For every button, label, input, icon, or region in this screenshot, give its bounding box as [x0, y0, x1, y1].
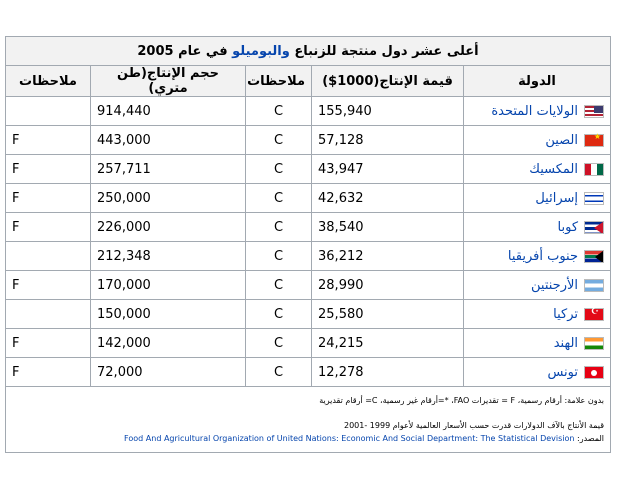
table-row [6, 184, 611, 213]
note2-cell [6, 300, 91, 329]
table-row [6, 329, 611, 358]
country-name[interactable]: المكسيك [529, 161, 579, 177]
table-row [6, 358, 611, 387]
table-wrapper [5, 36, 610, 453]
volume-cell: 443,000 [91, 126, 246, 155]
footer-source-label: المصدر: [577, 434, 605, 443]
cuba-flag-icon [584, 221, 604, 234]
volume-cell: 212,348 [91, 242, 246, 271]
footer-row [6, 387, 611, 453]
mexico-flag-icon [584, 163, 604, 176]
country-name[interactable]: تونس [547, 364, 579, 380]
volume-cell: 226,000 [91, 213, 246, 242]
value-cell: 28,990 [312, 271, 464, 300]
note2-cell: F [6, 271, 91, 300]
volume-cell: 142,000 [91, 329, 246, 358]
south-africa-flag-icon [584, 250, 604, 263]
note1-cell: C [246, 97, 312, 126]
volume-cell: 257,711 [91, 155, 246, 184]
country-name[interactable]: الصين [545, 132, 579, 148]
country-name[interactable]: إسرائيل [535, 190, 579, 206]
note1-cell: C [246, 300, 312, 329]
country-cell[interactable] [464, 126, 611, 155]
note2-cell [6, 97, 91, 126]
volume-cell: 914,440 [91, 97, 246, 126]
value-cell: 36,212 [312, 242, 464, 271]
country-cell[interactable] [464, 184, 611, 213]
note2-cell: F [6, 184, 91, 213]
country-cell[interactable] [464, 242, 611, 271]
header-country: الدولة [464, 66, 611, 97]
table-row [6, 126, 611, 155]
note1-cell: C [246, 126, 312, 155]
header-volume: حجم الإنتاج(طن متري) [91, 66, 246, 97]
footer-source [12, 433, 604, 444]
value-cell: 38,540 [312, 213, 464, 242]
country-cell[interactable] [464, 358, 611, 387]
country-name[interactable]: تركيا [553, 306, 579, 322]
header-notes-2: ملاحظات [6, 66, 91, 97]
volume-cell: 150,000 [91, 300, 246, 329]
argentina-flag-icon [584, 279, 604, 292]
note1-cell: C [246, 242, 312, 271]
country-cell[interactable] [464, 271, 611, 300]
israel-flag-icon [584, 192, 604, 205]
country-cell[interactable] [464, 97, 611, 126]
caption-year: في عام 2005 [137, 43, 233, 59]
table-row [6, 97, 611, 126]
note1-cell: C [246, 271, 312, 300]
country-name[interactable]: جنوب أفريقيا [507, 248, 579, 264]
volume-cell: 72,000 [91, 358, 246, 387]
table-footer [6, 387, 611, 453]
note1-cell: C [246, 358, 312, 387]
value-cell: 12,278 [312, 358, 464, 387]
header-notes-1: ملاحظات [246, 66, 312, 97]
footer-note: قيمة الأنتاج بالآف الدولارات قدرت حسب الأسعار العالمية لأعوام 1999 -2001 [344, 421, 605, 430]
table-row [6, 300, 611, 329]
caption-link[interactable]: والبوميلو [232, 43, 295, 59]
country-name[interactable]: الأرجنتين [531, 277, 579, 293]
note1-cell: C [246, 213, 312, 242]
country-cell[interactable] [464, 213, 611, 242]
note2-cell: F [6, 329, 91, 358]
value-cell: 57,128 [312, 126, 464, 155]
table-caption [6, 37, 611, 66]
note2-cell: F [6, 126, 91, 155]
table-row [6, 213, 611, 242]
caption-text: أعلى عشر دول منتجة للزنباع [294, 43, 479, 59]
us-flag-icon [584, 105, 604, 118]
note2-cell: F [6, 358, 91, 387]
production-table [5, 36, 611, 453]
turkey-flag-icon [584, 308, 604, 321]
footer-legend: بدون علامة: أرقام رسمية، F = تقديرات FAO، *=أرقام غير رسمية، C= أرقام تقديرية [319, 396, 605, 405]
value-cell: 42,632 [312, 184, 464, 213]
note1-cell: C [246, 184, 312, 213]
note1-cell: C [246, 329, 312, 358]
caption-row [6, 37, 611, 66]
note1-cell: C [246, 155, 312, 184]
value-cell: 25,580 [312, 300, 464, 329]
value-cell: 24,215 [312, 329, 464, 358]
note2-cell: F [6, 155, 91, 184]
value-cell: 43,947 [312, 155, 464, 184]
country-name[interactable]: الهند [553, 335, 579, 351]
footer-source-link[interactable]: Food And Agricultural Organization of United Nations: Economic And Social Department: The Statistical Devision [124, 434, 575, 443]
country-name[interactable]: الولايات المتحدة [491, 103, 579, 119]
country-cell[interactable] [464, 300, 611, 329]
note2-cell: F [6, 213, 91, 242]
china-flag-icon [584, 134, 604, 147]
header-value: قيمة الإنتاج(1000$) [312, 66, 464, 97]
value-cell: 155,940 [312, 97, 464, 126]
header-row [6, 66, 611, 97]
table-row [6, 155, 611, 184]
table-row [6, 271, 611, 300]
volume-cell: 170,000 [91, 271, 246, 300]
country-cell[interactable] [464, 155, 611, 184]
table-row [6, 242, 611, 271]
country-name[interactable]: كوبا [557, 219, 579, 235]
country-cell[interactable] [464, 329, 611, 358]
volume-cell: 250,000 [91, 184, 246, 213]
table-body [6, 97, 611, 387]
note2-cell [6, 242, 91, 271]
india-flag-icon [584, 337, 604, 350]
tunisia-flag-icon [584, 366, 604, 379]
